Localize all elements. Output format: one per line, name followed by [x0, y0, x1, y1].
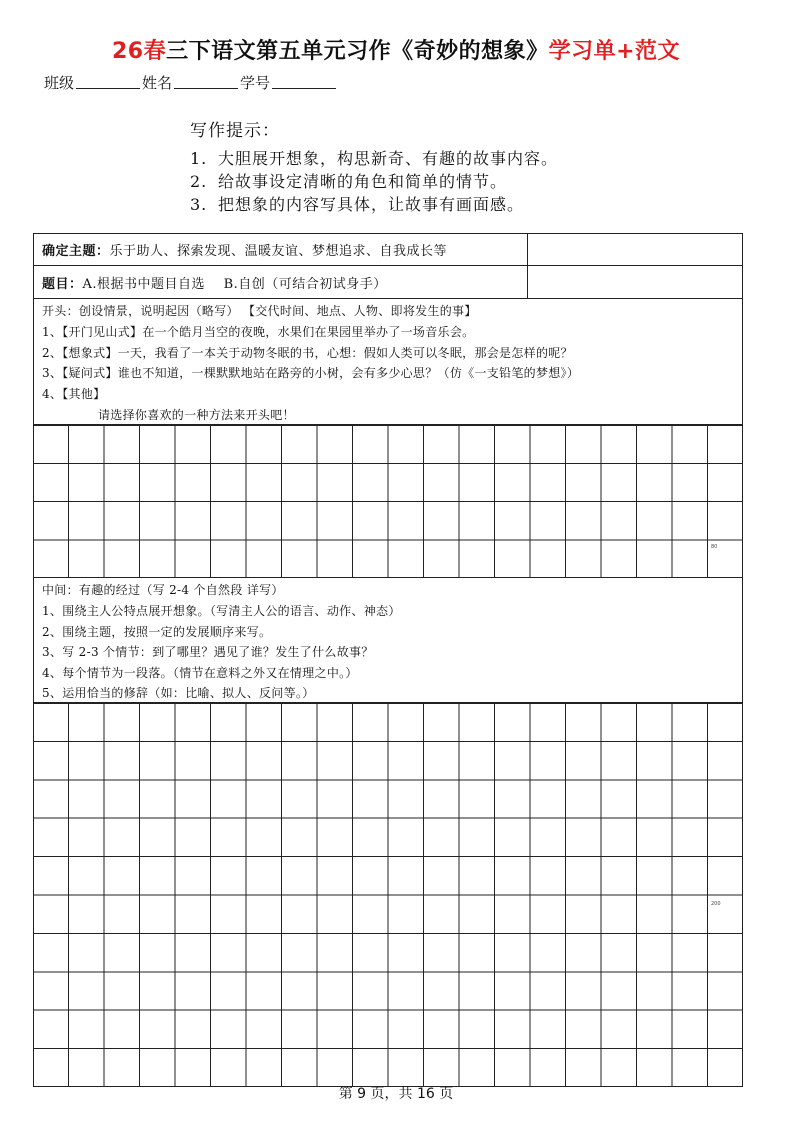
name-field[interactable]	[174, 72, 238, 89]
opening-method-2: 2、【想象式】一天，我看了一本关于动物冬眠的书，心想：假如人类可以冬眠，那会是怎样的呢？	[42, 346, 573, 360]
title-grade: 26春	[111, 39, 167, 64]
middle-heading: 中间：有趣的经过（写 2-4 个自然段 详写）	[42, 583, 284, 597]
theme-label: 确定主题：	[42, 244, 110, 259]
title-suffix: 学习单+范文	[548, 39, 681, 64]
class-field[interactable]	[76, 72, 140, 89]
opening-method-3: 3、【疑问式】谁也不知道，一棵默默地站在路旁的小树，会有多少心思？（仿《一支铅笔的梦想》）	[42, 366, 580, 380]
grid-lines	[33, 425, 743, 578]
theme-text: 乐于助人、探索发现、温暖友谊、梦想追求、自我成长等	[109, 244, 448, 259]
tip-item: 3. 把想象的内容写具体，让故事有画面感。	[190, 195, 525, 214]
id-label: 学号	[240, 74, 271, 92]
class-label: 班级	[44, 74, 75, 92]
topic-answer-cell[interactable]	[527, 266, 528, 298]
title-main: 三下语文第五单元习作《奇妙的想象》	[166, 39, 549, 64]
opening-section	[33, 298, 743, 425]
writing-tips	[190, 116, 558, 216]
opening-method-1: 1、【开门见山式】在一个皓月当空的夜晚，水果们在果园里举办了一场音乐会。	[42, 325, 475, 339]
middle-point-2: 2、围绕主题，按照一定的发展顺序来写。	[42, 625, 272, 639]
theme-row	[33, 233, 743, 266]
writing-grid-opening[interactable]	[33, 425, 743, 578]
opening-instruction: 请选择你喜欢的一种方法来开头吧！	[98, 408, 295, 422]
page-title	[0, 34, 792, 65]
grid-lines	[33, 703, 743, 1087]
theme-answer-cell[interactable]	[527, 234, 528, 265]
student-info	[44, 72, 338, 93]
middle-point-3: 3、写 2-3 个情节：到了哪里？遇见了谁？发生了什么故事？	[42, 645, 374, 659]
middle-point-5: 5、运用恰当的修辞（如：比喻、拟人、反问等。）	[42, 686, 315, 700]
topic-label: 题目：	[42, 276, 83, 292]
opening-heading: 开头：创设情景，说明起因（略写） 【交代时间、地点、人物、即将发生的事】	[42, 304, 477, 318]
word-count-mark: 80	[711, 544, 718, 550]
tip-item: 2. 给故事设定清晰的角色和简单的情节。	[190, 172, 508, 191]
page-footer: 第 9 页，共 16 页	[338, 1086, 454, 1102]
word-count-mark: 200	[711, 901, 721, 907]
topic-row	[33, 265, 743, 299]
opening-method-4: 4、【其他】	[42, 387, 106, 401]
writing-grid-middle[interactable]	[33, 703, 743, 1087]
middle-point-4: 4、每个情节为一段落。（情节在意料之外又在情理之中。）	[42, 666, 358, 680]
topic-text: A.根据书中题目自选 B.自创（可结合初试身手）	[82, 276, 387, 292]
name-label: 姓名	[142, 74, 173, 92]
middle-section	[33, 578, 743, 703]
id-field[interactable]	[272, 72, 336, 89]
middle-point-1: 1、围绕主人公特点展开想象。（写清主人公的语言、动作、神态）	[42, 604, 401, 618]
tips-heading: 写作提示：	[190, 121, 280, 141]
tip-item: 1. 大胆展开想象，构思新奇、有趣的故事内容。	[190, 149, 559, 168]
